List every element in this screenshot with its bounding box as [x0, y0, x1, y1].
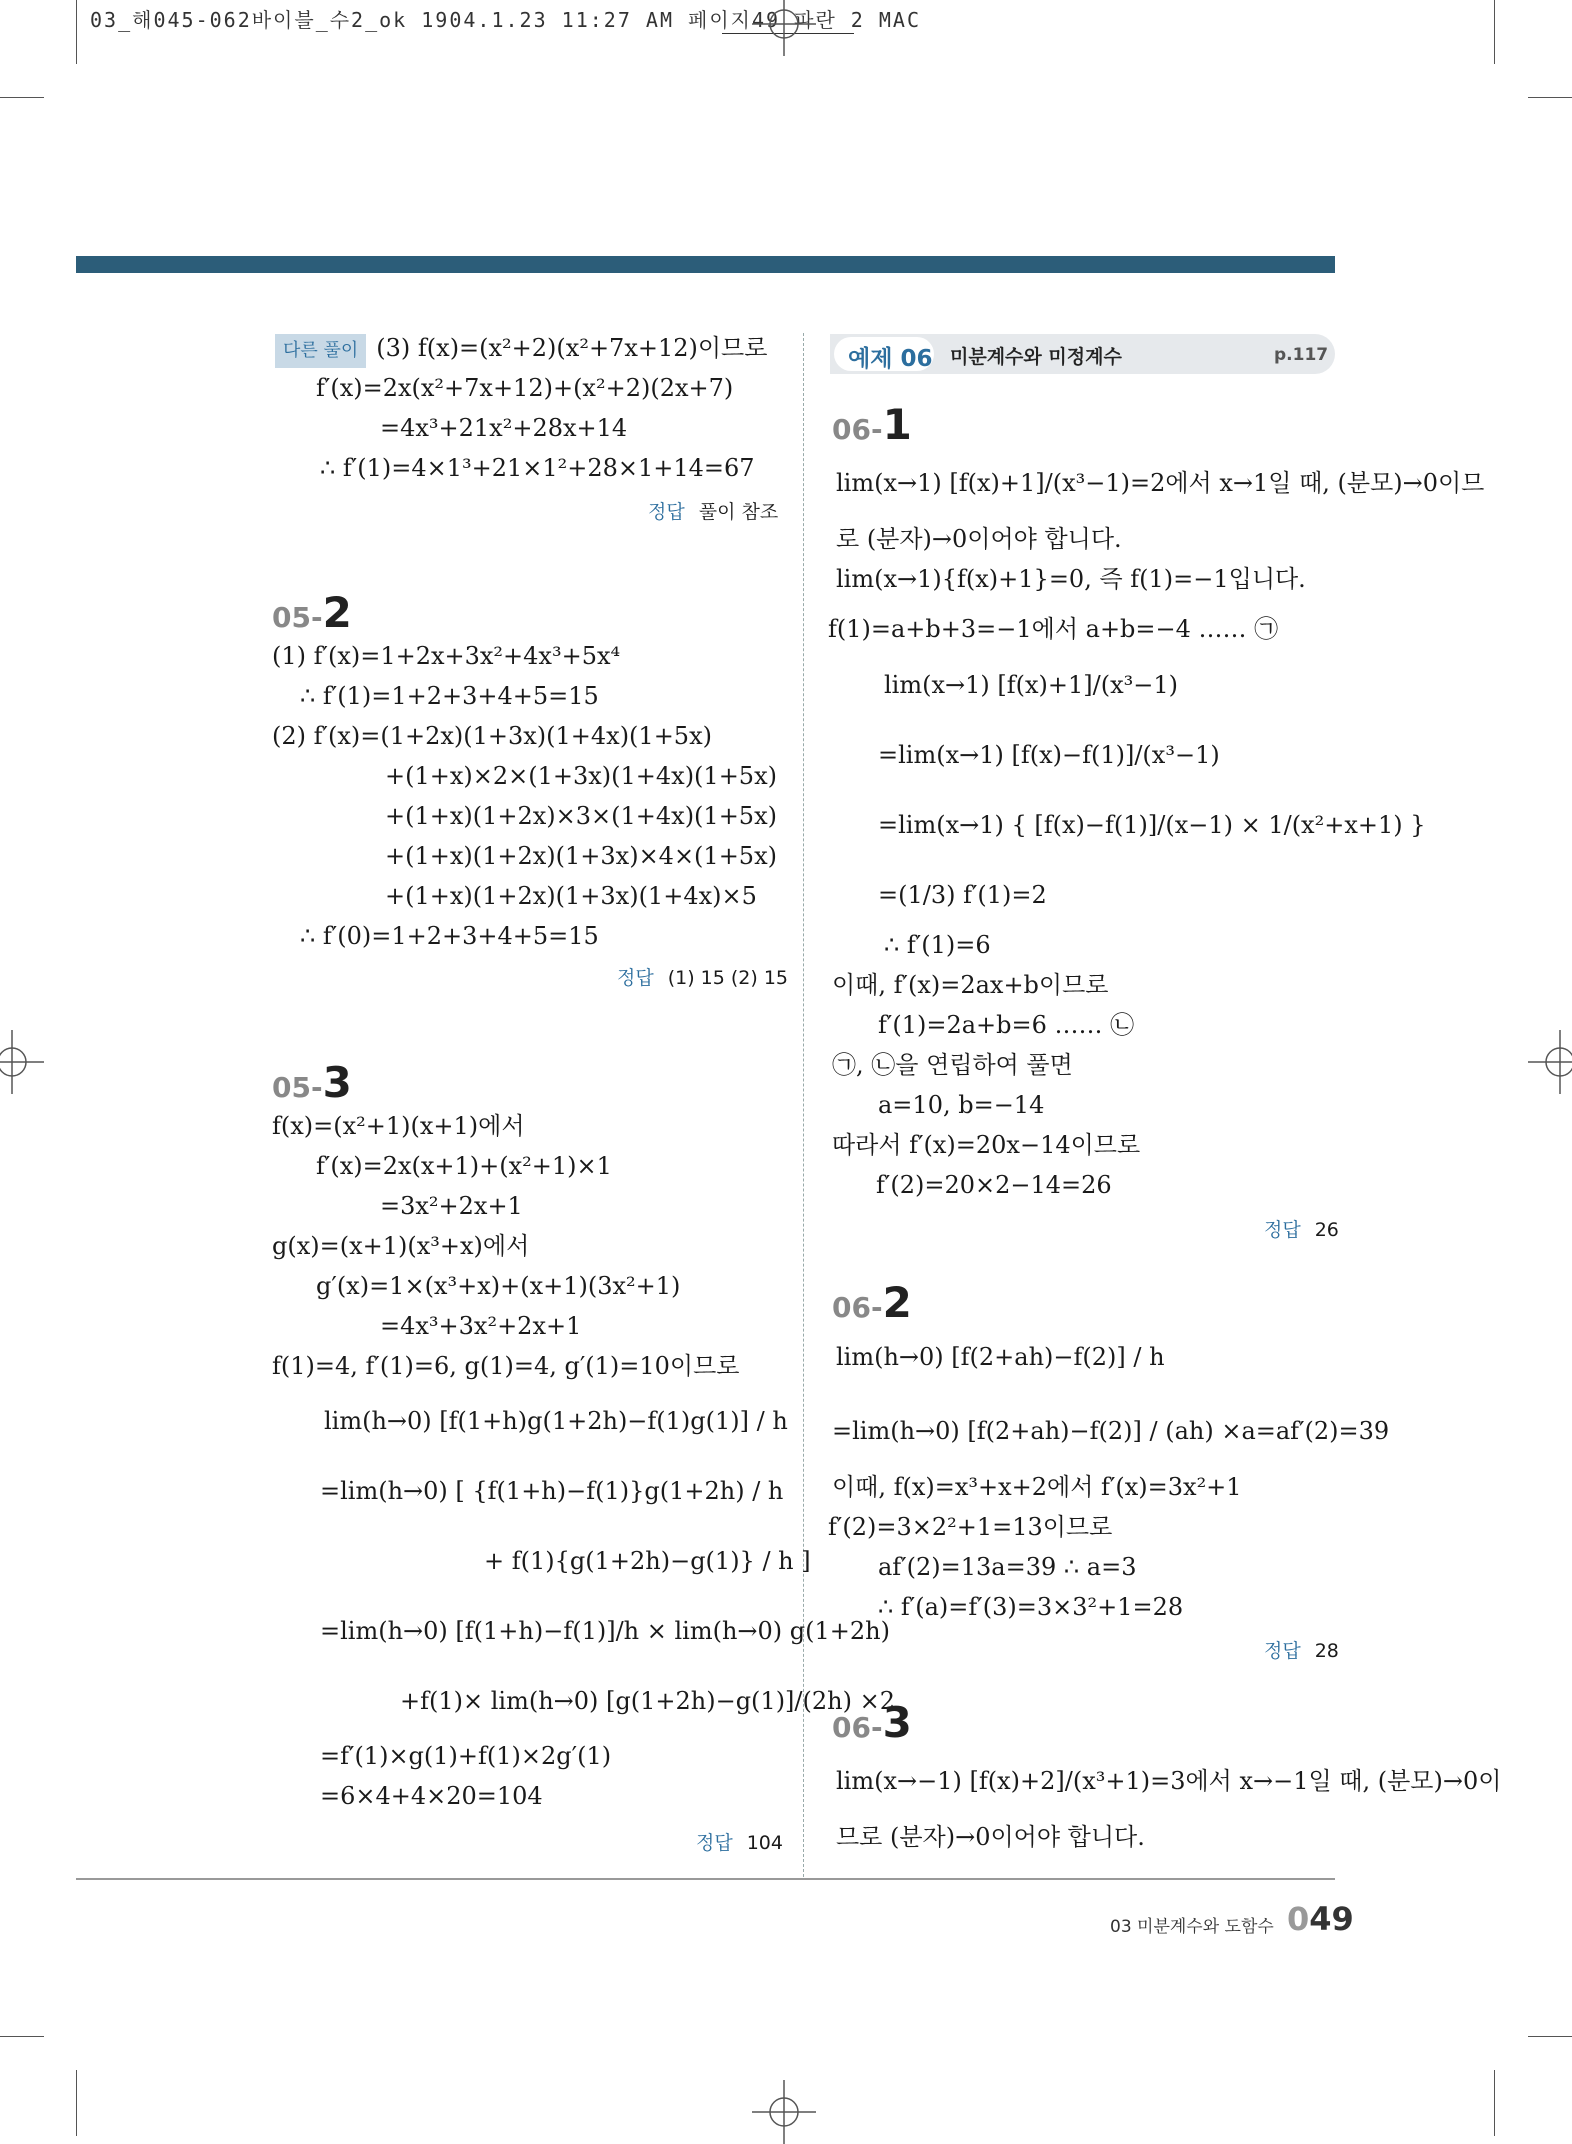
- solution-line: 이때, f′(x)=2ax+b이므로: [832, 971, 1109, 999]
- crop-mark: [76, 2070, 77, 2136]
- solution-line: =lim(x→1) [f(x)−f(1)]/(x³−1): [878, 741, 1220, 769]
- solution-line: 이때, f(x)=x³+x+2에서 f′(x)=3x²+1: [832, 1473, 1242, 1501]
- solution-line: (1) f′(x)=1+2x+3x²+4x³+5x⁴: [272, 642, 621, 670]
- registration-mark-icon: [1528, 1030, 1572, 1094]
- solution-line: ㉠, ㉡을 연립하여 풀면: [832, 1051, 1073, 1079]
- solution-line: +f(1)× lim(h→0) [g(1+2h)−g(1)]/(2h) ×2: [400, 1687, 895, 1715]
- crop-mark: [1494, 0, 1495, 64]
- alt-solution-badge: 다른 풀이: [275, 334, 366, 368]
- solution-line: f′(2)=3×2²+1=13이므로: [828, 1513, 1113, 1541]
- solution-line: =(1/3) f′(1)=2: [878, 881, 1047, 909]
- solution-line: ∴ f′(0)=1+2+3+4+5=15: [300, 922, 599, 950]
- alt-solution-line: ∴ f′(1)=4×1³+21×1²+28×1+14=67: [320, 454, 755, 482]
- solution-line: 로 (분자)→0이어야 합니다.: [836, 525, 1122, 553]
- top-color-bar: [76, 256, 1335, 273]
- page-number: 049: [1287, 1900, 1354, 1938]
- crop-mark: [0, 2036, 44, 2037]
- solution-line: lim(h→0) [f(1+h)g(1+2h)−f(1)g(1)] / h: [324, 1407, 788, 1435]
- solution-line: =6×4+4×20=104: [320, 1782, 543, 1810]
- answer-line: 정답 26: [1264, 1219, 1339, 1241]
- solution-line: g′(x)=1×(x³+x)+(x+1)(3x²+1): [316, 1272, 681, 1300]
- example-title: 미분계수와 미정계수: [950, 346, 1122, 368]
- solution-line: =lim(h→0) [f(2+ah)−f(2)] / (ah) ×a=af′(2)=39: [832, 1417, 1390, 1445]
- solution-line: lim(x→−1) [f(x)+2]/(x³+1)=3에서 x→−1일 때, (분모)→0이: [836, 1767, 1502, 1795]
- answer-line: 정답 (1) 15 (2) 15: [617, 967, 789, 989]
- crop-mark: [1494, 2070, 1495, 2136]
- answer-line: 정답 104: [696, 1832, 783, 1854]
- solution-line: f(x)=(x²+1)(x+1)에서: [272, 1112, 525, 1140]
- solution-line: ∴ f′(a)=f′(3)=3×3²+1=28: [878, 1593, 1184, 1621]
- solution-line: +(1+x)(1+2x)×3×(1+4x)(1+5x): [385, 802, 777, 830]
- solution-line: =3x²+2x+1: [380, 1192, 523, 1220]
- problem-number: 06-1: [832, 400, 912, 449]
- example-page-ref: p.117: [1274, 345, 1329, 365]
- solution-line: f′(2)=20×2−14=26: [876, 1171, 1112, 1199]
- solution-line: f(1)=4, f′(1)=6, g(1)=4, g′(1)=10이므로: [272, 1352, 740, 1380]
- solution-line: =4x³+3x²+2x+1: [380, 1312, 582, 1340]
- registration-mark-icon: [752, 2080, 816, 2144]
- solution-line: +(1+x)(1+2x)(1+3x)×4×(1+5x): [385, 842, 777, 870]
- print-info: 03_해045-062바이블_수2_ok 1904.1.23 11:27 AM 페이지49 파란 2 MAC: [90, 8, 922, 32]
- alt-solution-line: =4x³+21x²+28x+14: [380, 414, 628, 442]
- solution-line: g(x)=(x+1)(x³+x)에서: [272, 1232, 530, 1260]
- alt-solution-line: 다른 풀이 (3) f(x)=(x²+2)(x²+7x+12)이므로: [275, 333, 767, 368]
- solution-line: +(1+x)×2×(1+3x)(1+4x)(1+5x): [385, 762, 777, 790]
- solution-line: lim(h→0) [f(2+ah)−f(2)] / h: [836, 1343, 1165, 1371]
- answer-line: 정답 풀이 참조: [648, 501, 779, 523]
- answer-line: 정답 28: [1264, 1640, 1339, 1662]
- solution-line: 므로 (분자)→0이어야 합니다.: [836, 1823, 1145, 1851]
- solution-line: =lim(h→0) [f(1+h)−f(1)]/h × lim(h→0) g(1+2h): [320, 1617, 890, 1645]
- solution-line: =f′(1)×g(1)+f(1)×2g′(1): [320, 1742, 612, 1770]
- solution-line: ∴ f′(1)=6: [884, 931, 991, 959]
- solution-line: (2) f′(x)=(1+2x)(1+3x)(1+4x)(1+5x): [272, 722, 712, 750]
- solution-line: =lim(x→1) { [f(x)−f(1)]/(x−1) × 1/(x²+x+1) }: [878, 811, 1426, 839]
- crop-mark: [1528, 97, 1572, 98]
- example-label: 예제 06: [848, 346, 933, 372]
- problem-number: 05-3: [272, 1058, 352, 1107]
- solution-line: f(1)=a+b+3=−1에서 a+b=−4 …… ㉠: [828, 615, 1279, 643]
- solution-line: lim(x→1) [f(x)+1]/(x³−1)=2에서 x→1일 때, (분모)→0이므: [836, 469, 1485, 497]
- solution-line: lim(x→1) [f(x)+1]/(x³−1): [884, 671, 1178, 699]
- solution-line: af′(2)=13a=39 ∴ a=3: [878, 1553, 1137, 1581]
- solution-line: + f(1){g(1+2h)−g(1)} / h ]: [484, 1547, 811, 1575]
- solution-line: 따라서 f′(x)=20x−14이므로: [832, 1131, 1141, 1159]
- crop-mark: [0, 97, 44, 98]
- problem-number: 06-3: [832, 1698, 912, 1747]
- chapter-label: 03 미분계수와 도함수: [1110, 1917, 1274, 1937]
- solution-line: f′(1)=2a+b=6 …… ㉡: [878, 1011, 1135, 1039]
- crop-mark: [76, 0, 77, 64]
- solution-line: lim(x→1){f(x)+1}=0, 즉 f(1)=−1입니다.: [836, 565, 1306, 593]
- registration-mark-icon: [0, 1030, 44, 1094]
- solution-line: ∴ f′(1)=1+2+3+4+5=15: [300, 682, 599, 710]
- solution-line: +(1+x)(1+2x)(1+3x)(1+4x)×5: [385, 882, 757, 910]
- bottom-rule: [76, 1878, 1335, 1880]
- solution-line: f′(x)=2x(x+1)+(x²+1)×1: [316, 1152, 612, 1180]
- problem-number: 05-2: [272, 588, 352, 637]
- problem-number: 06-2: [832, 1278, 912, 1327]
- solution-line: =lim(h→0) [ {f(1+h)−f(1)}g(1+2h) / h: [320, 1477, 784, 1505]
- registration-mark-icon: [752, 0, 816, 56]
- crop-mark: [1528, 2036, 1572, 2037]
- alt-solution-line: f′(x)=2x(x²+7x+12)+(x²+2)(2x+7): [316, 374, 734, 402]
- solution-line: a=10, b=−14: [878, 1091, 1045, 1119]
